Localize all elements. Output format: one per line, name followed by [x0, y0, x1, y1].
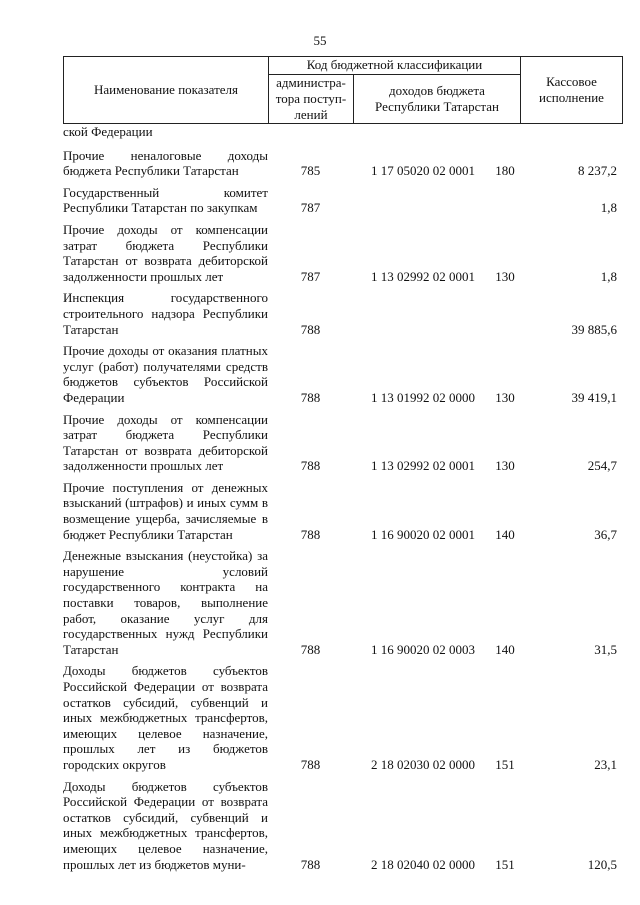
table-row: [63, 148, 623, 179]
row-subcode: 140: [495, 641, 515, 657]
header-cash: Кассовое исполнение: [539, 73, 604, 105]
row-admin: 787: [300, 200, 321, 216]
table-row: [63, 124, 623, 140]
row-amount: 23,1: [594, 756, 617, 772]
row-name: Прочие доходы от компенсации затрат бюджета Республики Татарстан от возврата дебиторской задолженности прошлых лет: [63, 221, 268, 284]
row-name: Прочие доходы от компенсации затрат бюджета Республики Татарстан от возврата дебиторской задолженности прошлых лет: [63, 411, 268, 474]
table-row: [63, 412, 623, 474]
row-admin: 788: [300, 641, 321, 657]
table-row: [63, 663, 623, 772]
row-name: Государственный комитет Республики Татарстан по закупкам: [63, 184, 268, 216]
table-body: [63, 124, 623, 872]
row-name: ской Федерации: [63, 124, 153, 139]
row-amount: 254,7: [587, 458, 617, 474]
table-row: [63, 779, 623, 873]
row-name: Прочие неналоговые доходы бюджета Республики Татарстан: [63, 147, 268, 179]
row-name: Прочие доходы от оказания платных услуг (работ) получателями средств бюджетов субъектов Российской Федерации: [63, 343, 268, 405]
row-subcode: 130: [495, 458, 515, 474]
row-amount: 31,5: [594, 641, 617, 657]
row-admin: 785: [300, 163, 321, 179]
row-admin: 788: [300, 526, 321, 542]
row-code: 1 13 02992 02 0001: [371, 458, 475, 474]
row-name: Денежные взыскания (неустойка) за нарушение условий государственного контракта на поставки товаров, выполнение работ, оказание услуг для государственных нужд Республики Татарстан: [63, 548, 268, 657]
row-amount: 120,5: [587, 856, 617, 872]
header-name: Наименование показателя: [64, 57, 269, 123]
row-admin: 788: [300, 321, 321, 337]
row-amount: 1,8: [600, 200, 617, 216]
row-amount: 36,7: [594, 526, 617, 542]
row-code: 1 13 01992 02 0000: [371, 389, 475, 405]
row-code: 1 13 02992 02 0001: [371, 268, 475, 284]
row-name: Доходы бюджетов субъектов Российской Федерации от возврата остатков субсидий, субвенций и иных межбюджетных трансфертов, имеющих целевое назначение, прошлых лет из бюджетов городских округов: [63, 663, 268, 772]
row-code: 1 16 90020 02 0003: [371, 641, 475, 657]
row-amount: 8 237,2: [578, 163, 617, 179]
row-subcode: 140: [495, 526, 515, 542]
row-subcode: 151: [495, 856, 515, 872]
row-admin: 788: [300, 756, 321, 772]
row-amount: 1,8: [600, 268, 617, 284]
table-header: [63, 56, 623, 124]
row-amount: 39 885,6: [571, 321, 617, 337]
table-row: [63, 222, 623, 284]
row-code: 1 16 90020 02 0001: [371, 526, 475, 542]
row-subcode: 151: [495, 756, 515, 772]
table-row: [63, 343, 623, 405]
row-admin: 788: [300, 389, 321, 405]
row-admin: 787: [300, 268, 321, 284]
row-name: Прочие поступления от денежных взысканий (штрафов) и иных сумм в возмещение ущерба, зачисляемые в бюджет Республики Татарстан: [63, 479, 268, 542]
row-subcode: 130: [495, 268, 515, 284]
table-row: [63, 480, 623, 542]
header-code: Код бюджетной классификации: [269, 57, 521, 75]
row-subcode: 180: [495, 163, 515, 179]
row-code: 2 18 02030 02 0000: [371, 756, 475, 772]
header-admin: администра-тора поступ-лений: [269, 75, 354, 123]
row-code: 2 18 02040 02 0000: [371, 856, 475, 872]
table-row: [63, 185, 623, 216]
row-subcode: 130: [495, 389, 515, 405]
row-amount: 39 419,1: [571, 389, 617, 405]
row-admin: 788: [300, 856, 321, 872]
row-name: Доходы бюджетов субъектов Российской Федерации от возврата остатков субсидий, субвенций и иных межбюджетных трансфертов, имеющих целевое назначение, прошлых лет из бюджетов муни-: [63, 778, 268, 872]
row-name: Инспекция государственного строительного надзора Республики Татарстан: [63, 290, 268, 337]
table-row: [63, 290, 623, 337]
row-admin: 788: [300, 458, 321, 474]
table-row: [63, 548, 623, 657]
header-income: доходов бюджета Республики Татарстан: [354, 75, 521, 123]
page-number: 55: [313, 33, 327, 48]
row-code: 1 17 05020 02 0001: [371, 163, 475, 179]
